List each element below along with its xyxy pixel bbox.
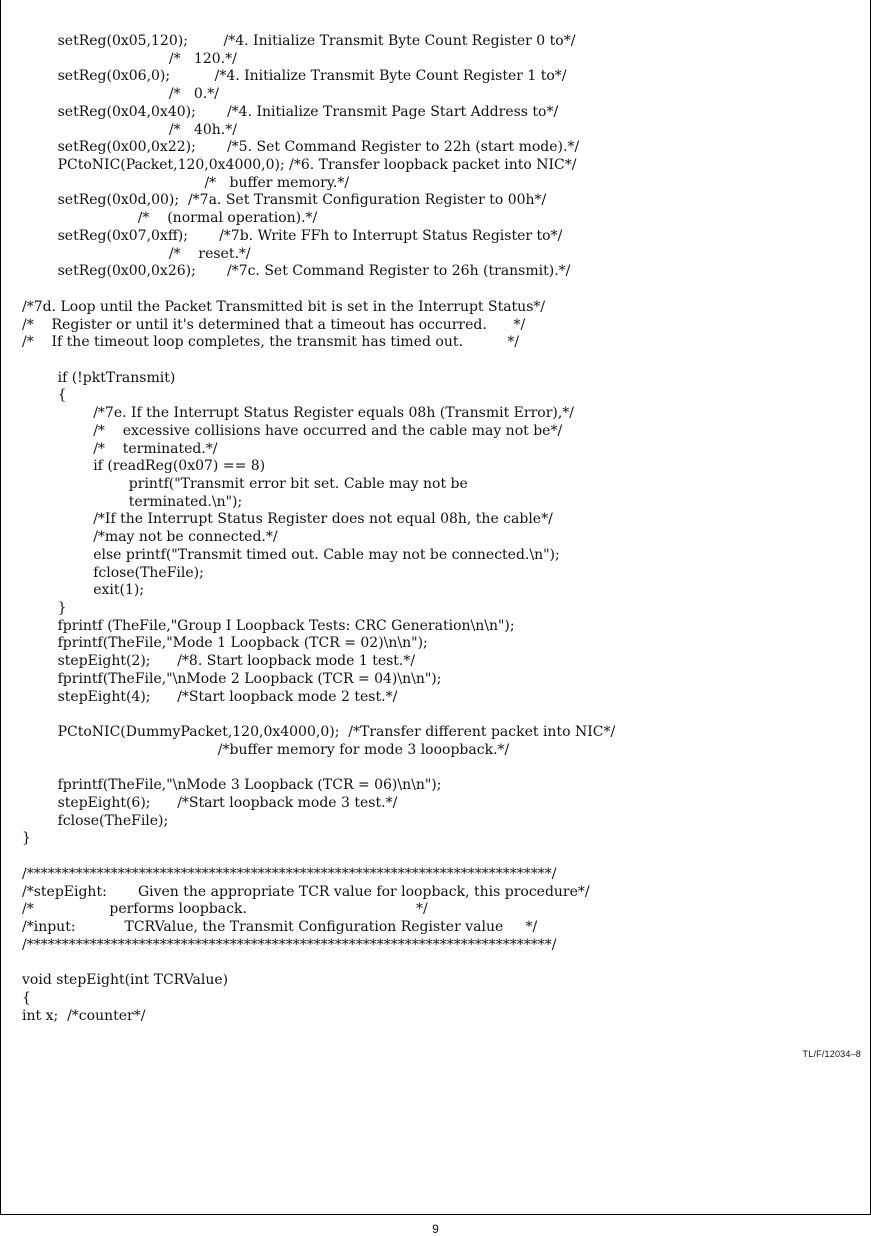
code-line: } [22, 830, 31, 847]
code-line [22, 759, 615, 777]
code-line: /* If the timeout loop completes, the transmit has timed out. */ [22, 334, 520, 351]
code-line: /* Register or until it's determined that a timeout has occurred. */ [22, 316, 526, 333]
code-line: fprintf (TheFile,"Group I Loopback Tests: CRC Generation\n\n"); [22, 617, 515, 634]
code-line: /* 40h.*/ [22, 121, 237, 138]
code-line: setReg(0x04,0x40); /*4. Initialize Transmit Page Start Address to*/ [22, 103, 559, 120]
code-line: fprintf(TheFile,"\nMode 3 Loopback (TCR = 06)\n\n"); [22, 777, 442, 794]
code-line: /*buffer memory for mode 3 looopback.*/ [22, 741, 510, 758]
code-listing [22, 33, 615, 1025]
code-line: { [22, 989, 31, 1006]
code-line: /* performs loopback. */ [22, 901, 428, 918]
code-line: { [22, 387, 67, 404]
code-line: exit(1); [22, 582, 145, 599]
code-line: setReg(0x06,0); /*4. Initialize Transmit Byte Count Register 1 to*/ [22, 68, 567, 85]
code-line: setReg(0x07,0xff); /*7b. Write FFh to Interrupt Status Register to*/ [22, 227, 563, 244]
code-line: stepEight(6); /*Start loopback mode 3 test.*/ [22, 794, 398, 811]
code-line: stepEight(2); /*8. Start loopback mode 1 test.*/ [22, 653, 416, 670]
code-line: terminated.\n"); [22, 493, 243, 510]
code-line: int x; /*counter*/ [22, 1007, 146, 1024]
code-line: if (!pktTransmit) [22, 369, 176, 386]
code-line: setReg(0x05,120); /*4. Initialize Transmit Byte Count Register 0 to*/ [22, 33, 576, 49]
code-line: setReg(0x00,0x26); /*7c. Set Command Register to 26h (transmit).*/ [22, 263, 571, 280]
code-line: /* 120.*/ [22, 50, 237, 67]
code-line: /*may not be connected.*/ [22, 529, 278, 546]
code-line: stepEight(4); /*Start loopback mode 2 test.*/ [22, 688, 398, 705]
code-line: PCtoNIC(DummyPacket,120,0x4000,0); /*Transfer different packet into NIC*/ [22, 724, 616, 741]
code-line: /***************************************************************************/ [22, 865, 557, 882]
code-line [22, 954, 615, 972]
code-line: else printf("Transmit timed out. Cable may not be connected.\n"); [22, 546, 560, 563]
code-line: /* (normal operation).*/ [22, 210, 318, 227]
code-line: /*input: TCRValue, the Transmit Configuration Register value */ [22, 918, 538, 935]
figure-reference: TL/F/12034–8 [802, 1049, 861, 1059]
code-line: /***************************************************************************/ [22, 936, 557, 953]
code-line [22, 281, 615, 299]
code-line: /*If the Interrupt Status Register does not equal 08h, the cable*/ [22, 511, 553, 528]
code-line: setReg(0x0d,00); /*7a. Set Transmit Configuration Register to 00h*/ [22, 192, 547, 209]
code-line: /* 0.*/ [22, 86, 219, 103]
code-line: fclose(TheFile); [22, 564, 204, 581]
code-line: } [22, 600, 67, 616]
code-line: /* buffer memory.*/ [22, 174, 350, 191]
code-line: /*stepEight: Given the appropriate TCR value for loopback, this procedure*/ [22, 883, 590, 900]
code-line: /* excessive collisions have occurred and the cable may not be*/ [22, 422, 563, 439]
code-line: /* reset.*/ [22, 245, 251, 262]
code-line [22, 848, 615, 866]
code-line: fprintf(TheFile,"\nMode 2 Loopback (TCR = 04)\n\n"); [22, 670, 442, 687]
code-line: /*7d. Loop until the Packet Transmitted bit is set in the Interrupt Status*/ [22, 298, 546, 315]
code-line: /*7e. If the Interrupt Status Register equals 08h (Transmit Error),*/ [22, 405, 575, 422]
code-line: printf("Transmit error bit set. Cable may not be [22, 475, 468, 492]
page-number: 9 [432, 1222, 439, 1236]
code-line: fprintf(TheFile,"Mode 1 Loopback (TCR = 02)\n\n"); [22, 635, 428, 652]
code-line: PCtoNIC(Packet,120,0x4000,0); /*6. Transfer loopback packet into NIC*/ [22, 157, 577, 174]
code-line: void stepEight(int TCRValue) [22, 972, 229, 989]
code-line: fclose(TheFile); [22, 812, 169, 829]
code-line [22, 706, 615, 724]
code-line: if (readReg(0x07) == 8) [22, 458, 266, 475]
code-line: setReg(0x00,0x22); /*5. Set Command Register to 22h (start mode).*/ [22, 139, 580, 156]
code-line [22, 352, 615, 370]
code-line: /* terminated.*/ [22, 440, 218, 457]
